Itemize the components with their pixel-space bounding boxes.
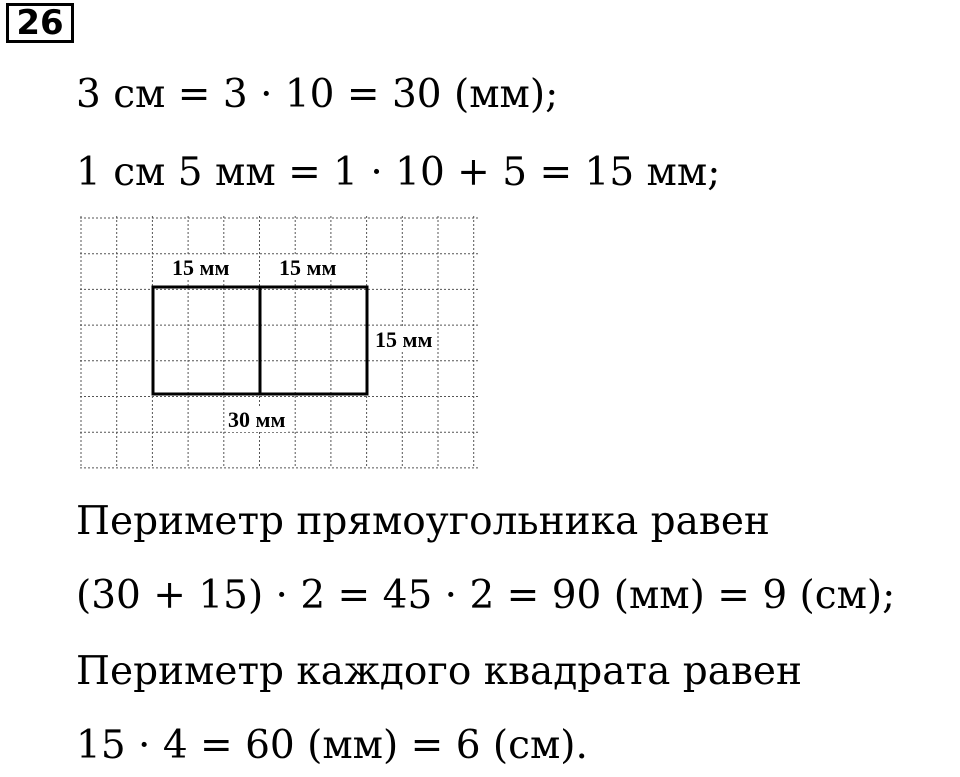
- label-top-right-side: 15 мм: [279, 255, 337, 280]
- label-right-side: 15 мм: [375, 327, 433, 352]
- label-bottom-side: 30 мм: [228, 407, 286, 432]
- square-perimeter-text: Периметр каждого квадрата равен: [76, 649, 802, 694]
- task-number-badge: 26: [6, 3, 74, 43]
- rectangle-perimeter-text: Периметр прямоугольника равен: [76, 499, 770, 544]
- rectangle-shape: [153, 287, 367, 394]
- grid-figure: [80, 216, 480, 468]
- rectangle-perimeter-formula: (30 + 15) · 2 = 45 · 2 = 90 (мм) = 9 (см);: [76, 573, 896, 618]
- label-top-left-side: 15 мм: [172, 255, 230, 280]
- conversion-line-2: 1 см 5 мм = 1 · 10 + 5 = 15 мм;: [76, 150, 721, 195]
- conversion-line-1: 3 см = 3 · 10 = 30 (мм);: [76, 72, 559, 117]
- square-perimeter-formula: 15 · 4 = 60 (мм) = 6 (см).: [76, 723, 588, 768]
